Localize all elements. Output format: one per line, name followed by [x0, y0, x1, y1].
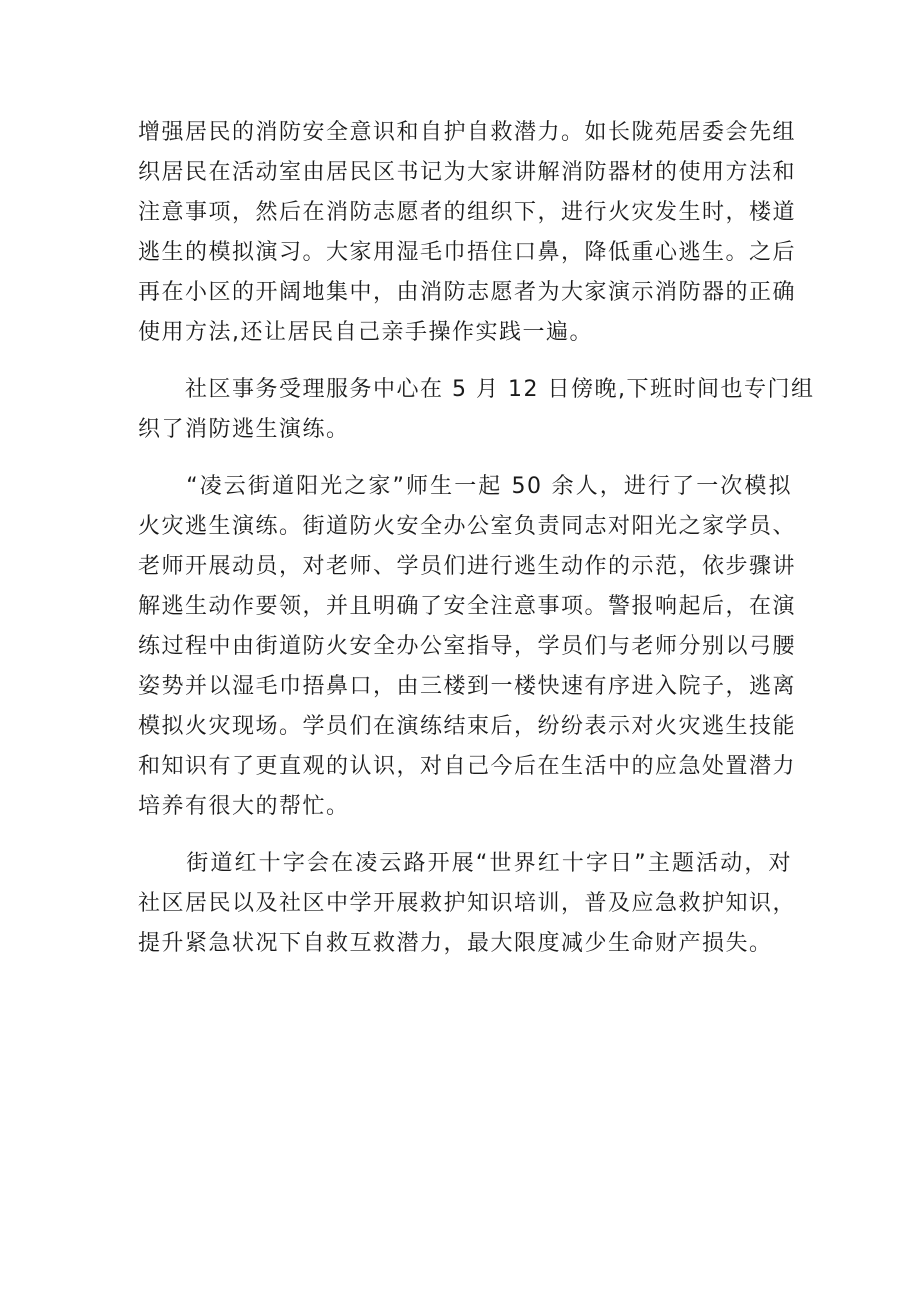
paragraph-line: 社区事务受理服务中心在 5 月 12 日傍晚,下班时间也专门组 — [138, 377, 815, 402]
paragraph-spacer — [138, 450, 792, 467]
paragraph-2 — [138, 370, 815, 450]
paragraph-line: “凌云街道阳光之家”师生一起 50 余人，进行了一次模拟 — [138, 474, 792, 499]
paragraph-4 — [138, 844, 797, 964]
paragraph-line: 解逃生动作要领，并且明确了安全注意事项。警报响起后，在演 — [138, 594, 797, 619]
paragraph-line: 逃生的模拟演习。大家用湿毛巾捂住口鼻，降低重心逃生。之后 — [138, 240, 797, 265]
paragraph-line: 老师开展动员，对老师、学员们进行逃生动作的示范，依步骤讲 — [138, 554, 797, 579]
paragraph-line: 街道红十字会在凌云路开展“世界红十字日”主题活动，对 — [138, 851, 792, 876]
paragraph-line: 模拟火灾现场。学员们在演练结束后，纷纷表示对火灾逃生技能 — [138, 714, 797, 739]
paragraph-line: 增强居民的消防安全意识和自护自救潜力。如长陇苑居委会先组 — [138, 120, 797, 145]
paragraph-line: 社区居民以及社区中学开展救护知识培训，普及应急救护知识， — [138, 891, 797, 916]
paragraph-line: 再在小区的开阔地集中，由消防志愿者为大家演示消防器的正确 — [138, 280, 797, 305]
document-body — [138, 113, 815, 964]
paragraph-spacer — [138, 353, 792, 370]
paragraph-spacer — [138, 827, 792, 844]
paragraph-line: 提升紧急状况下自救互救潜力，最大限度减少生命财产损失。 — [138, 931, 773, 956]
paragraph-1 — [138, 113, 797, 353]
paragraph-line: 织了消防逃生演练。 — [138, 417, 350, 442]
paragraph-line: 火灾逃生演练。街道防火安全办公室负责同志对阳光之家学员、 — [138, 514, 797, 539]
paragraph-line: 织居民在活动室由居民区书记为大家讲解消防器材的使用方法和 — [138, 160, 797, 185]
paragraph-line: 练过程中由街道防火安全办公室指导，学员们与老师分别以弓腰 — [138, 634, 797, 659]
paragraph-line: 使用方法,还让居民自己亲手操作实践一遍。 — [138, 320, 593, 345]
paragraph-line: 姿势并以湿毛巾捂鼻口，由三楼到一楼快速有序进入院子，逃离 — [138, 674, 797, 699]
paragraph-line: 注意事项，然后在消防志愿者的组织下，进行火灾发生时，楼道 — [138, 200, 797, 225]
paragraph-3 — [138, 467, 797, 827]
paragraph-line: 培养有很大的帮忙。 — [138, 794, 350, 819]
paragraph-line: 和知识有了更直观的认识，对自己今后在生活中的应急处置潜力 — [138, 754, 797, 779]
